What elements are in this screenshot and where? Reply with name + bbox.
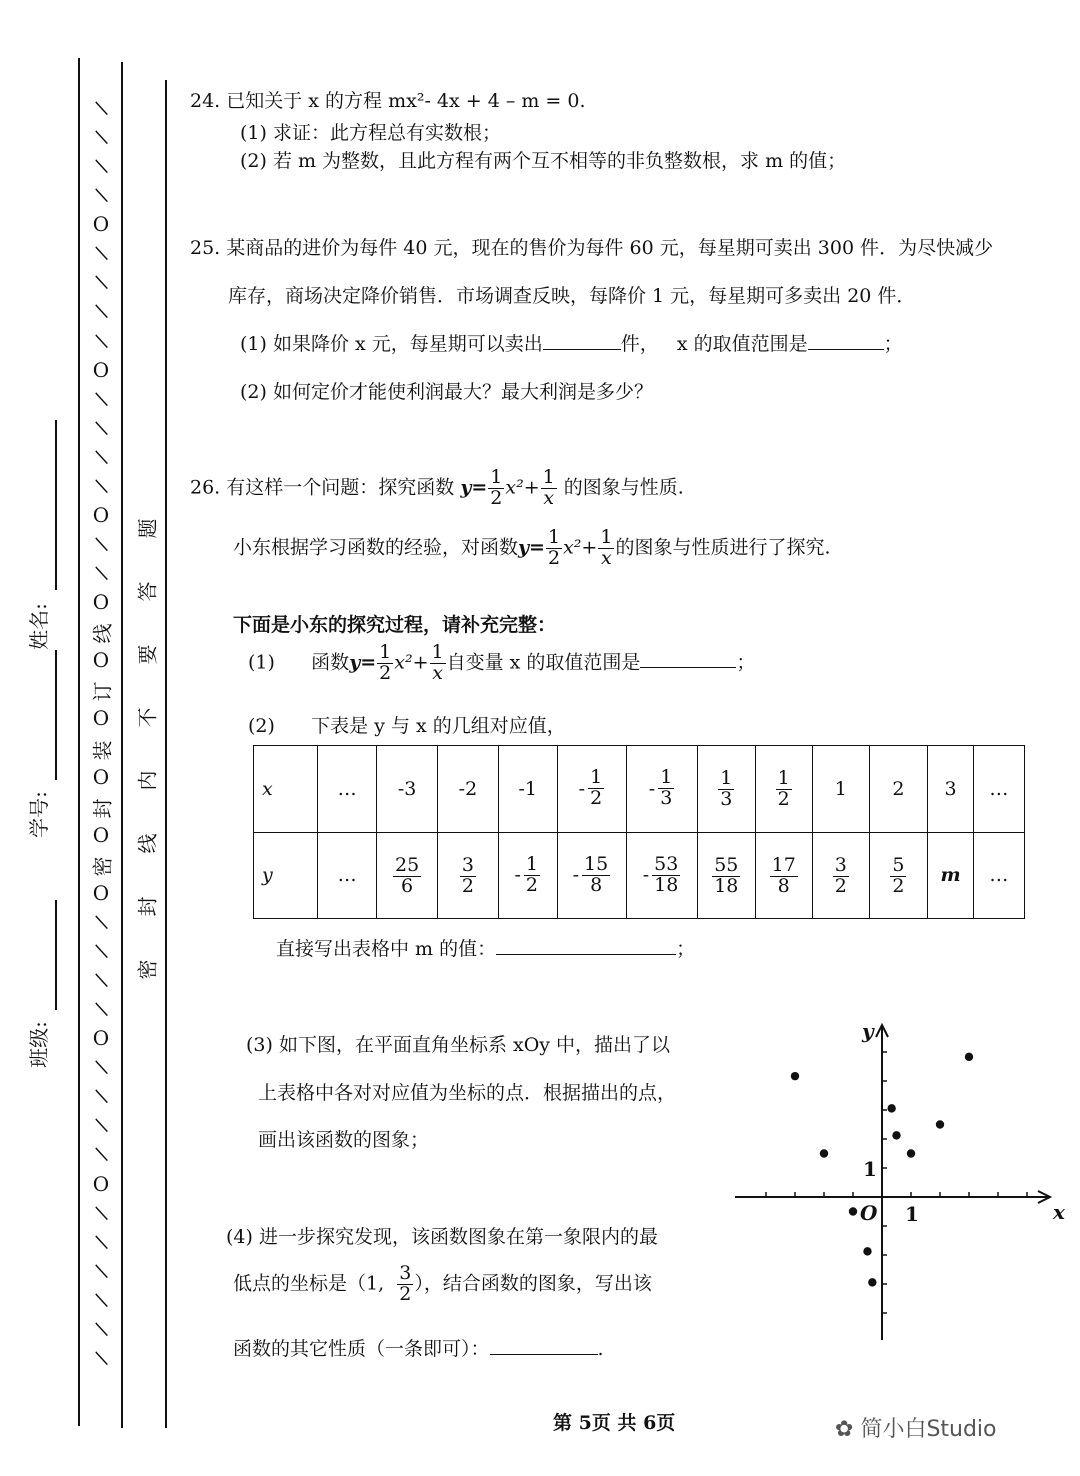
margin-line-middle [121,62,123,1428]
data-point [868,1278,876,1286]
q26-part2 [248,711,566,738]
seal-slash-mark: / [88,99,114,117]
q24-part1: (1) 求证：此方程总有实数根； [240,122,501,144]
origin-label: O [860,1201,878,1225]
formula-x2: x²+ [505,476,540,499]
seal-slash-mark: / [88,128,114,146]
q26-part4-line3 [233,1334,604,1361]
seal-circle-mark: O [92,1171,110,1196]
q26-part4-line2-b: ），结合函数的图象，写出该 [414,1272,652,1295]
data-point [849,1207,857,1215]
q25-blank-count[interactable] [543,349,621,350]
x-axis-label: x [1053,1200,1065,1224]
class-underline [55,900,57,1010]
q25-line2: 库存，商场决定降价销售．市场调查反映，每降价 1 元，每星期可多卖出 20 件． [228,285,916,307]
seal-slash-mark: / [88,1116,114,1135]
q26-line2-b: 的图象与性质进行了探究. [615,536,831,559]
formula-recip-num: 1 [542,466,555,488]
table-cell: $\frac{1}{2}$ [755,746,812,833]
seal-slash-mark: / [88,302,114,321]
watermark [835,1412,997,1443]
inner-seal-char: 线 [135,833,160,854]
seal-circle-mark: O [92,502,110,527]
inner-seal-char: 内 [135,770,160,791]
table-row-y [254,832,1025,919]
table-cell: … [318,746,377,833]
y-tick-label: 1 [863,1157,877,1181]
data-point [887,1104,895,1112]
formula-half-den-3: 2 [379,661,392,684]
seal-slash-mark: / [88,564,114,583]
q26-m-end: ； [676,938,696,960]
seal-circle-mark: O [92,212,110,237]
table-cell: $\frac{3}{2}$ [812,832,869,919]
inner-seal-char: 要 [135,644,160,665]
table-cell: -1 [498,746,557,833]
table-cell: $\frac{17}{8}$ [755,832,812,919]
formula-recip-2 [598,528,614,569]
seal-circle-mark: O [92,706,110,731]
seal-circle-mark: O [92,1026,110,1051]
formula-half-den-2: 2 [547,546,561,569]
q26-part1 [248,643,755,684]
seal-slash-mark: / [88,971,114,989]
name-underline [55,420,57,590]
seal-slash-mark: / [88,186,114,205]
q26-part3-line2: 上表格中各对对应值为坐标的点．根据描出的点， [258,1082,677,1104]
q26-part4-line1: (4) 进一步探究发现，该函数图象在第一象限内的最 [226,1226,658,1248]
seal-slash-mark: / [88,1348,114,1367]
inner-seal-char: 题 [135,518,160,539]
seal-circle-mark: O [92,590,110,615]
formula-recip-den-2: x [601,546,612,569]
q26-blank-property[interactable] [490,1354,598,1355]
seal-slash-mark: / [88,1203,114,1222]
seal-slash-mark: / [88,1087,114,1106]
table-cell: … [973,746,1024,833]
table-cell: - $\frac{15}{8}$ [557,832,626,919]
seal-slash-mark: / [88,1145,114,1164]
q26-part4-line2 [233,1264,652,1305]
table-y-label: y [254,832,318,919]
lowest-point-num: 3 [399,1262,412,1284]
formula-half-den: 2 [490,486,503,509]
data-point [892,1131,900,1139]
seal-circle-mark: O [92,880,110,905]
q26-blank-domain[interactable] [640,667,736,668]
formula-half [488,468,504,509]
q25-part1 [240,329,903,356]
data-point [791,1072,799,1080]
page-footer: 第 5页 共 6页 [553,1412,676,1434]
wechat-icon: ✿ [835,1417,854,1442]
y-axis-label: y [862,1019,874,1043]
q26-part2-text: 下表是 y 与 x 的几组对应值， [311,715,566,737]
q26-part3-line1: (3) 如下图，在平面直角坐标系 xOy 中，描出了以 [246,1034,671,1056]
table-cell: $\frac{3}{2}$ [438,832,499,919]
seal-circle-mark: O [92,357,110,382]
q24-stem: 24. 已知关于 x 的方程 mx²- 4x + 4 – m = 0. [190,90,586,112]
formula-half-num-2: 1 [547,526,561,548]
table-cell: - $\frac{1}{2}$ [498,832,557,919]
q26-part2-num: (2) [248,715,275,737]
coordinate-plot [725,1010,1065,1355]
seal-slash-mark: / [88,418,114,437]
table-cell: 2 [869,746,928,833]
table-cell: … [318,832,377,919]
seal-slash-mark: / [88,1058,114,1077]
seal-slash-mark: / [88,535,114,553]
table-cell: m [928,832,974,919]
q26-part3-line3: 画出该函数的图象； [258,1129,430,1151]
seal-slash-mark: / [88,447,114,466]
table-cell: 3 [928,746,974,833]
formula-half-2 [546,528,562,569]
q26-line1-a: 26. 有这样一个问题：探究函数 [190,476,455,499]
formula-half-num: 1 [490,466,503,488]
seal-circle-mark: O [92,648,110,673]
formula-x2-2: x²+ [563,536,598,559]
formula-x2-3: x²+ [394,651,429,674]
formula-y-eq: y= [460,476,488,499]
value-table [253,745,1025,919]
q26-part4-line2-a: 低点的坐标是（1, [233,1272,385,1295]
seal-slash-mark: / [88,157,114,176]
table-cell: - $\frac{53}{18}$ [627,832,698,919]
q26-part4-line3-text: 函数的其它性质（一条即可）： [233,1338,490,1360]
q26-instruction: 下面是小东的探究过程，请补充完整： [233,614,557,636]
table-cell: - $\frac{1}{3}$ [627,746,698,833]
formula-recip-num-2: 1 [600,526,613,548]
table-cell: … [973,832,1024,919]
seal-char: 封 [90,798,115,819]
formula-recip-den: x [543,486,555,509]
q26-line1 [190,468,684,509]
seal-slash-mark: / [88,1232,114,1251]
formula-half-num-3: 1 [379,641,392,663]
q26-m-text: 直接写出表格中 m 的值： [276,938,497,960]
q26-line2-a: 小东根据学习函数的经验，对函数 [233,536,519,559]
inner-seal-char: 密 [135,959,160,980]
q25-part2: (2) 如何定价才能使利润最大？最大利润是多少？ [240,381,653,403]
seal-slash-mark: / [88,912,114,931]
table-row-x [254,746,1025,833]
seal-circle-mark: O [92,822,110,847]
seal-slash-mark: / [88,273,114,292]
seal-slash-mark: / [88,1290,114,1309]
formula-recip-den-3: x [432,661,443,684]
seal-char: 订 [90,681,115,702]
formula-y-eq-3: y= [349,651,377,674]
x-tick-label: 1 [905,1202,919,1226]
table-cell: $\frac{55}{18}$ [698,832,755,919]
data-point [863,1247,871,1255]
seal-circle-mark: O [92,764,110,789]
q25-part1-a: (1) 如果降价 x 元，每星期可以卖出 [240,333,543,355]
q26-part1-b: 自变量 x 的取值范围是 [446,651,641,674]
data-point [820,1149,828,1157]
q25-blank-range[interactable] [808,349,884,350]
table-cell: $\frac{1}{3}$ [698,746,755,833]
binding-margin [0,0,170,1476]
data-point [907,1149,915,1157]
q24-part2: (2) 若 m 为整数，且此方程有两个互不相等的非负整数根，求 m 的值； [240,150,847,172]
student-id-underline [55,650,57,780]
data-point [965,1053,973,1061]
lowest-point-frac [397,1264,413,1305]
formula-recip-num-3: 1 [431,641,444,663]
watermark-text: 简小白Studio [860,1417,997,1442]
inner-seal-char: 答 [135,581,160,602]
margin-line-inner [165,80,167,1428]
inner-seal-char: 封 [135,896,160,917]
table-cell: $\frac{25}{6}$ [376,832,437,919]
seal-char: 装 [90,740,115,760]
seal-slash-mark: / [88,389,114,408]
formula-recip-3 [430,643,446,684]
seal-char: 密 [90,856,115,877]
q25-line1: 25. 某商品的进价为每件 40 元，现在的售价为每件 60 元，每星期可卖出 300 件．为尽快减少 [190,237,994,259]
q25-part1-c: x 的取值范围是 [676,333,808,355]
q26-m-line [276,934,695,961]
q26-line2 [233,528,830,569]
seal-slash-mark: / [88,244,114,263]
table-x-label: x [254,746,318,833]
class-label: 班级: [26,1021,51,1068]
table-cell: $\frac{5}{2}$ [869,832,928,919]
lowest-point-den: 2 [399,1282,412,1305]
table-cell: -2 [438,746,499,833]
student-id-label: 学号: [26,791,51,838]
inner-seal-char: 不 [135,707,160,728]
q26-part1-num: (1) [248,651,275,674]
table-cell: 1 [812,746,869,833]
table-cell: - $\frac{1}{2}$ [557,746,626,833]
name-label: 姓名: [26,603,51,650]
seal-slash-mark: / [88,1000,114,1019]
formula-recip [541,468,557,509]
q26-blank-m[interactable] [496,954,676,955]
seal-slash-mark: / [88,1319,114,1338]
q25-part1-end: ； [883,333,903,355]
seal-slash-mark: / [88,1261,114,1280]
q26-part1-a: 函数 [311,651,350,674]
seal-char: 线 [90,623,115,644]
data-point [936,1120,944,1128]
formula-half-3 [377,643,393,684]
formula-y-eq-2: y= [518,536,545,559]
q26-part4-end: . [597,1338,604,1360]
q25-part1-b: 件， [620,333,659,355]
q26-part1-end: ； [736,651,756,674]
seal-slash-mark: / [88,331,114,350]
seal-slash-mark: / [88,942,114,960]
table-cell: -3 [376,746,437,833]
margin-line-outer [78,58,80,1426]
seal-slash-mark: / [88,476,114,495]
q26-line1-b: 的图象与性质. [563,476,684,499]
